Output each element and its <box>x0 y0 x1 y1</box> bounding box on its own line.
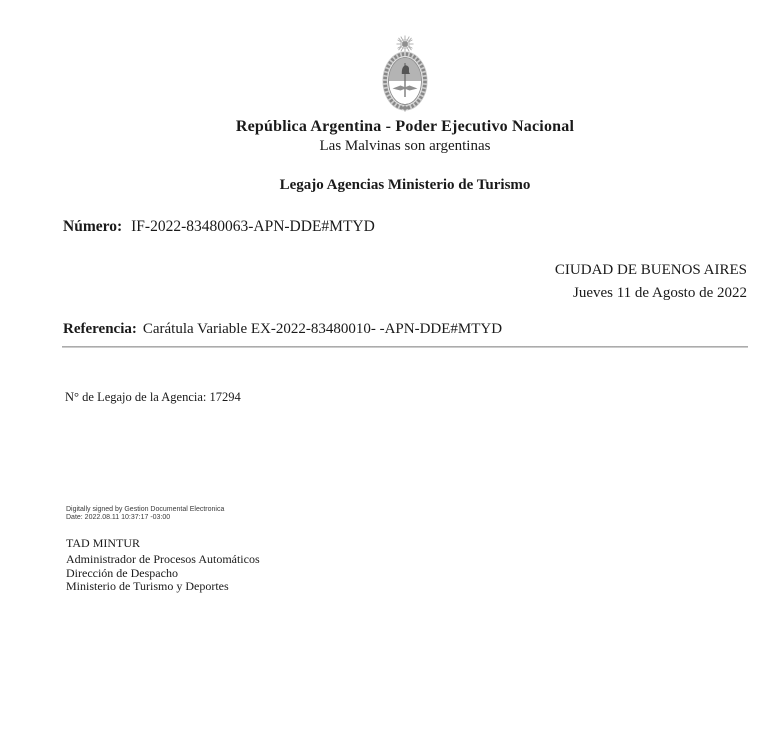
argentina-coat-of-arms-icon <box>371 33 439 113</box>
republic-title: República Argentina - Poder Ejecutivo Nacional <box>235 118 575 135</box>
signer-role: Administrador de Procesos Automáticos <box>66 552 260 566</box>
digital-signature-line2: Date: 2022.08.11 10:37:17 -03:00 <box>66 513 171 521</box>
referencia-row <box>63 321 502 338</box>
numero-value: IF-2022-83480063-APN-DDE#MTYD <box>131 218 375 235</box>
document-title: Legajo Agencias Ministerio de Turismo <box>279 177 531 193</box>
referencia-label: Referencia: <box>63 321 137 337</box>
legajo-number-line: N° de Legajo de la Agencia: 17294 <box>65 390 241 404</box>
digital-signature-stamp <box>66 506 224 521</box>
signer-ministry: Ministerio de Turismo y Deportes <box>66 579 229 593</box>
divider-rule <box>62 346 748 348</box>
motto-subtitle: Las Malvinas son argentinas <box>319 138 491 154</box>
place-date-block <box>555 259 747 305</box>
signer-name: TAD MINTUR <box>66 536 141 550</box>
numero-row <box>63 218 375 236</box>
date-line: Jueves 11 de Agosto de 2022 <box>572 285 747 301</box>
numero-label: Número: <box>63 218 123 235</box>
referencia-value: Carátula Variable EX-2022-83480010- -APN-DDE#MTYD <box>142 321 503 337</box>
signer-office: Dirección de Despacho <box>66 566 178 580</box>
digital-signature-line1: Digitally signed by Gestion Documental Electronica <box>66 506 225 513</box>
city-line: CIUDAD DE BUENOS AIRES <box>554 262 747 278</box>
